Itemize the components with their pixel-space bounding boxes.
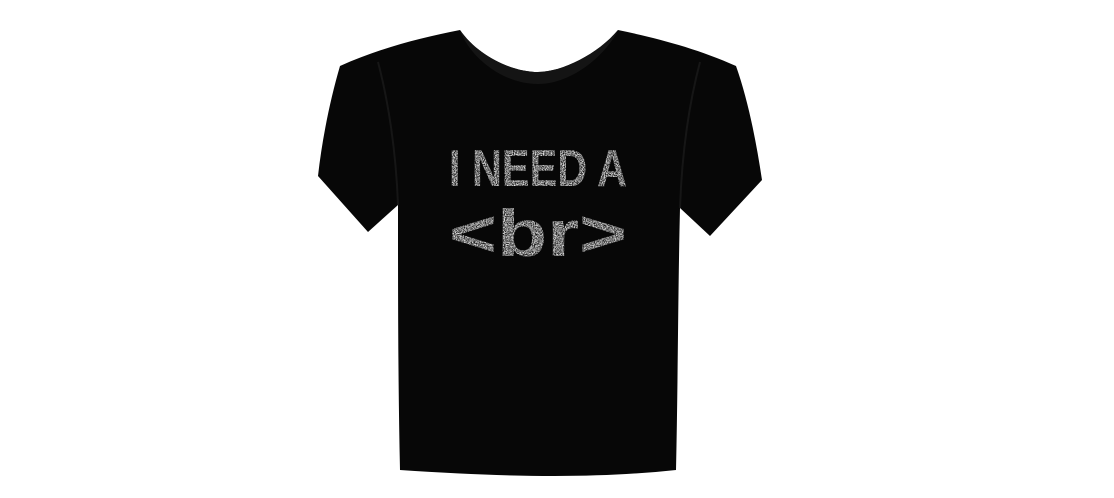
shirt-print-line-2: <br> [449,196,627,270]
shirt-print-line-1: I NEED A [449,140,627,198]
